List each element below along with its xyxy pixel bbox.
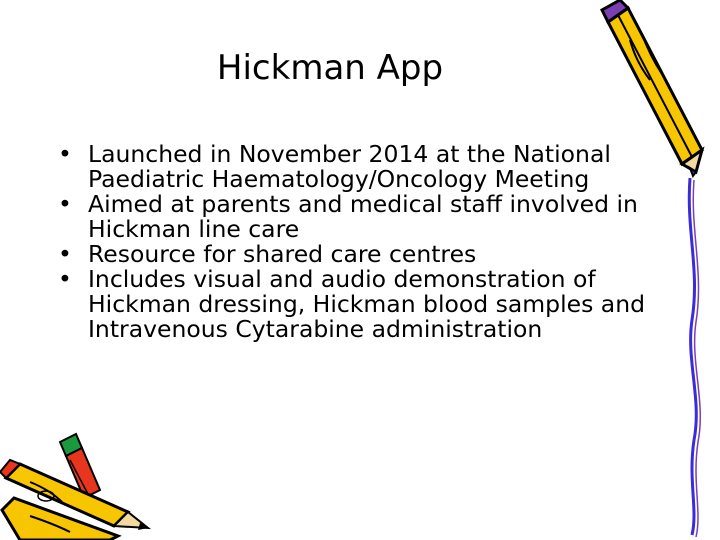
bullet-marker: • [58, 190, 72, 218]
bullet-text: Includes visual and audio demonstration of Hickman dressing, Hickman blood samples and Intravenous Cytarabine administration [88, 265, 646, 343]
bullet-text: Resource for shared care centres [88, 240, 477, 268]
bullet-text: Aimed at parents and medical staff involved in Hickman line care [88, 190, 638, 243]
bullet-item [58, 242, 658, 267]
bullet-item [58, 267, 658, 342]
bullet-marker: • [58, 240, 72, 268]
crayons-icon [0, 420, 160, 540]
bullet-marker: • [58, 140, 72, 168]
bullet-text: Launched in November 2014 at the National Paediatric Haematology/Oncology Meeting [88, 140, 611, 193]
bullet-marker: • [58, 265, 72, 293]
bullet-item [58, 192, 658, 242]
slide-title: Hickman App [216, 48, 444, 88]
bullet-list [58, 142, 658, 342]
pencil-icon [590, 0, 720, 540]
bullet-item [58, 142, 658, 192]
